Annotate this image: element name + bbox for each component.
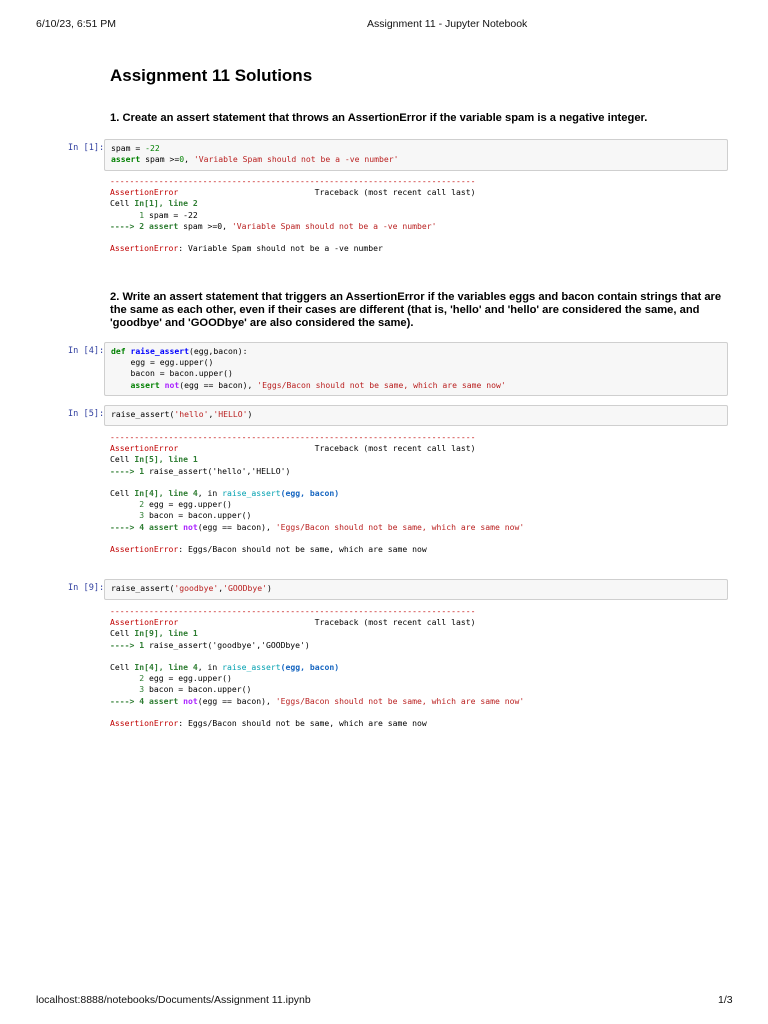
code-text: (egg == bacon), [179,379,258,390]
traceback-label: Traceback (most recent call last) [178,443,476,454]
code-cell-1[interactable] [104,139,728,171]
print-doc-title: Assignment 11 - Jupyter Notebook [367,18,528,30]
error-message: : Variable Spam should not be a -ve number [178,243,383,254]
error-name: AssertionError [110,443,179,454]
traceback-cell-ref: In[4], line 4 [134,662,198,673]
traceback-code: (egg == bacon), [197,695,276,706]
error-name: AssertionError [110,718,179,729]
code-cell-5[interactable] [104,405,728,426]
traceback-code: egg = egg.upper() [144,499,232,510]
error-message: : Eggs/Bacon should not be same, which are same now [178,718,427,729]
code-text: raise_assert( [111,409,175,419]
traceback-code: spam = -22 [144,209,198,220]
traceback-cell-ref: In[5], line 1 [134,454,198,465]
cell-prompt-5: In [5]: [68,409,105,419]
traceback-cell-prefix: Cell [110,628,135,639]
code-number: 0 [179,154,185,165]
print-datetime: 6/10/23, 6:51 PM [36,18,116,30]
traceback-params: (egg, bacon) [280,488,340,499]
page-title: Assignment 11 Solutions [110,66,313,85]
print-url: localhost:8888/notebooks/Documents/Assignment 11.ipynb [36,994,311,1006]
code-string: 'hello' [174,409,209,419]
traceback-code: bacon = bacon.upper() [144,510,252,521]
traceback-code: spam >=0, [178,220,232,231]
code-cell-1-source [111,143,399,165]
error-name: AssertionError [110,544,179,555]
print-page-number: 1/3 [718,994,733,1006]
traceback-label: Traceback (most recent call last) [178,187,476,198]
traceback-cell-prefix: Cell [110,198,135,209]
output-cell-9 [110,606,524,729]
traceback-function: raise_assert [222,662,281,673]
traceback-cell-prefix: Cell [110,488,135,499]
traceback-params: (egg, bacon) [280,662,340,673]
traceback-in: , in [197,488,223,499]
traceback-code: egg = egg.upper() [144,673,232,684]
output-cell-1 [110,176,475,254]
code-text: ) [266,583,272,593]
traceback-cell-ref: In[4], line 4 [134,488,198,499]
line-number: 3 [110,510,145,521]
question-1: 1. Create an assert statement that throws an AssertionError if the variable spam is a negative integer. [110,112,648,124]
code-keyword: assert [111,379,160,390]
traceback-cell-prefix: Cell [110,454,135,465]
traceback-code: (egg == bacon), [197,521,276,532]
line-number: 2 [110,499,145,510]
code-text: , [184,154,194,165]
code-string: 'Eggs/Bacon should not be same, which are same now' [275,695,525,706]
code-string: 'HELLO' [213,409,248,419]
code-keyword: assert [144,521,179,532]
traceback-code: raise_assert('goodbye','GOODbye') [144,639,310,650]
code-text: spam >= [140,154,180,165]
code-cell-5-source [111,409,252,420]
error-name: AssertionError [110,243,179,254]
code-cell-9[interactable] [104,579,728,600]
traceback-cell-ref: In[1], line 2 [134,198,198,209]
code-cell-4-source [111,346,506,391]
code-keyword-not: not [159,379,180,390]
code-text: raise_assert( [111,583,175,593]
code-string: 'Variable Spam should not be a -ve number' [193,154,399,165]
code-text: egg = egg.upper() [111,357,214,368]
traceback-label: Traceback (most recent call last) [178,617,476,628]
code-keyword: def [111,346,126,356]
traceback-function: raise_assert [222,488,281,499]
traceback-arrow: ----> 1 [110,639,145,650]
code-number: -22 [145,143,160,153]
code-function-name: raise_assert [125,346,189,356]
traceback-code: bacon = bacon.upper() [144,684,252,695]
question-2: 2. Write an assert statement that triggers an AssertionError if the variables eggs and bacon contain strings that are the same as each other, even if their cases are different (that is, 'hello' and 'hello' are considered the same, and 'goodbye' and 'GOODbye' are also considered the same). [110,291,722,329]
error-message: : Eggs/Bacon should not be same, which are same now [178,544,427,555]
code-cell-9-source [111,583,272,594]
line-number: 2 [110,673,145,684]
output-cell-5 [110,432,524,555]
code-text: , [208,409,214,419]
code-text: , [218,583,224,593]
code-text: ) [247,409,253,419]
code-string: 'Eggs/Bacon should not be same, which are same now' [257,379,506,390]
code-keyword: assert [111,154,141,165]
code-keyword: assert [144,695,179,706]
code-text: spam = [111,143,146,153]
code-string: 'goodbye' [174,583,219,593]
code-string: 'Variable Spam should not be a -ve number' [231,220,437,231]
code-keyword-not: not [178,521,198,532]
error-name: AssertionError [110,187,179,198]
traceback-cell-ref: In[9], line 1 [134,628,198,639]
traceback-cell-prefix: Cell [110,662,135,673]
cell-prompt-1: In [1]: [68,143,105,153]
code-cell-4[interactable] [104,342,728,396]
code-text: (egg,bacon): [188,346,248,356]
code-keyword: assert [144,220,179,231]
traceback-code: raise_assert('hello','HELLO') [144,465,291,476]
traceback-rule: --------------------------------------------------------------------------- [110,606,476,616]
traceback-arrow: ----> 2 [110,220,145,231]
cell-prompt-9: In [9]: [68,583,105,593]
traceback-arrow: ----> 4 [110,695,145,706]
code-text: bacon = bacon.upper() [111,368,233,379]
code-string: 'GOODbye' [223,583,267,593]
traceback-rule: --------------------------------------------------------------------------- [110,432,476,442]
traceback-arrow: ----> 4 [110,521,145,532]
line-number: 1 [110,209,145,220]
cell-prompt-4: In [4]: [68,346,105,356]
line-number: 3 [110,684,145,695]
code-keyword-not: not [178,695,198,706]
code-string: 'Eggs/Bacon should not be same, which are same now' [275,521,525,532]
traceback-rule: --------------------------------------------------------------------------- [110,176,476,186]
error-name: AssertionError [110,617,179,628]
traceback-arrow: ----> 1 [110,465,145,476]
traceback-in: , in [197,662,223,673]
